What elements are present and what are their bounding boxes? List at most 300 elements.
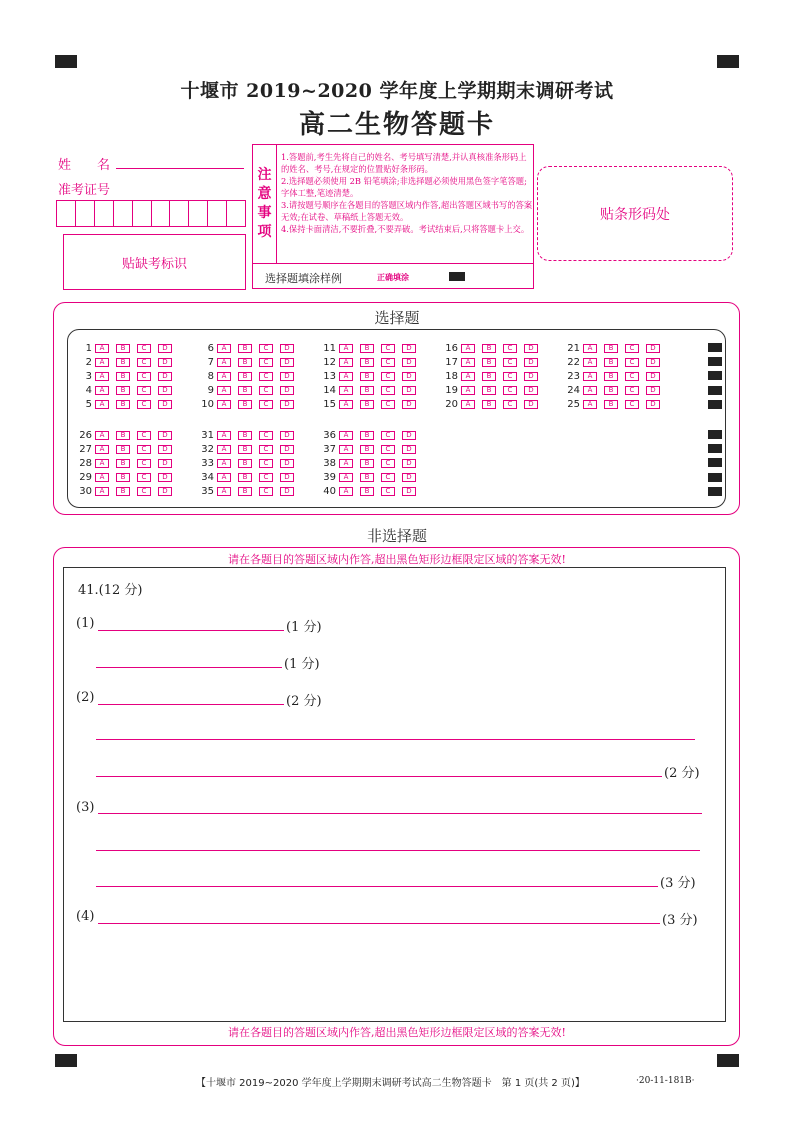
option-bubble-b[interactable]: B: [238, 358, 252, 367]
option-bubble-c[interactable]: C: [625, 372, 639, 381]
mcq-question-10: [194, 399, 301, 411]
timing-mark: [708, 473, 722, 482]
question-number: 15: [323, 399, 336, 411]
option-bubble-a[interactable]: A: [583, 400, 597, 409]
mcq-question-12: [316, 356, 423, 368]
answer-line[interactable]: [98, 630, 284, 631]
option-bubble-a[interactable]: A: [339, 386, 353, 395]
option-bubble-a[interactable]: A: [217, 473, 231, 482]
mcq-question-16: [438, 342, 545, 354]
option-bubble-d[interactable]: D: [158, 400, 172, 409]
timing-mark: [708, 400, 722, 409]
mcq-question-26: [72, 429, 179, 441]
option-bubble-a[interactable]: A: [339, 473, 353, 482]
option-bubble-d[interactable]: D: [280, 400, 294, 409]
option-bubble-d[interactable]: D: [402, 344, 416, 353]
part-2-label: (2): [76, 690, 95, 705]
answer-line[interactable]: [96, 667, 282, 668]
mcq-question-13: [316, 370, 423, 382]
option-bubble-a[interactable]: A: [461, 386, 475, 395]
option-bubble-b[interactable]: B: [360, 473, 374, 482]
option-bubble-d[interactable]: D: [280, 431, 294, 440]
option-bubble-a[interactable]: A: [339, 445, 353, 454]
option-bubble-a[interactable]: A: [339, 487, 353, 496]
correct-fill-label: 正确填涂: [377, 273, 409, 282]
question-number: 17: [445, 356, 458, 368]
option-bubble-b[interactable]: B: [360, 386, 374, 395]
option-bubble-d[interactable]: D: [402, 372, 416, 381]
option-bubble-b[interactable]: B: [604, 400, 618, 409]
option-bubble-d[interactable]: D: [646, 358, 660, 367]
option-bubble-b[interactable]: B: [604, 358, 618, 367]
option-bubble-d[interactable]: D: [280, 344, 294, 353]
option-bubble-c[interactable]: C: [137, 431, 151, 440]
option-bubble-a[interactable]: A: [583, 358, 597, 367]
exam-title: 十堰市 2019~2020 学年度上学期期末调研考试: [180, 80, 614, 102]
option-bubble-d[interactable]: D: [158, 487, 172, 496]
part-1-score: (1 分): [286, 620, 322, 635]
question-number: 18: [445, 370, 458, 382]
barcode-label: 贴条形码处: [600, 206, 670, 223]
option-bubble-b[interactable]: B: [360, 487, 374, 496]
question-number: 11: [323, 342, 336, 354]
option-bubble-d[interactable]: D: [280, 372, 294, 381]
option-bubble-b[interactable]: B: [116, 459, 130, 468]
option-bubble-c[interactable]: C: [259, 344, 273, 353]
timing-mark: [708, 458, 722, 467]
option-bubble-d[interactable]: D: [280, 358, 294, 367]
option-bubble-a[interactable]: A: [217, 431, 231, 440]
question-number: 29: [79, 472, 92, 484]
option-bubble-a[interactable]: A: [95, 487, 109, 496]
option-bubble-b[interactable]: B: [238, 431, 252, 440]
option-bubble-a[interactable]: A: [217, 372, 231, 381]
answer-area-warning-bottom: 请在各题目的答题区域内作答,超出黑色矩形边框限定区域的答案无效!: [228, 1026, 566, 1039]
option-bubble-c[interactable]: C: [381, 344, 395, 353]
option-bubble-a[interactable]: A: [583, 344, 597, 353]
option-bubble-b[interactable]: B: [238, 372, 252, 381]
option-bubble-a[interactable]: A: [461, 358, 475, 367]
mcq-question-3: [72, 370, 179, 382]
question-number: 32: [201, 443, 214, 455]
option-bubble-d[interactable]: D: [402, 487, 416, 496]
option-bubble-d[interactable]: D: [646, 344, 660, 353]
question-number: 8: [207, 370, 214, 382]
option-bubble-c[interactable]: C: [381, 473, 395, 482]
question-number: 22: [567, 356, 580, 368]
option-bubble-d[interactable]: D: [524, 372, 538, 381]
option-bubble-d[interactable]: D: [158, 459, 172, 468]
option-bubble-c[interactable]: C: [137, 358, 151, 367]
option-bubble-b[interactable]: B: [238, 473, 252, 482]
option-bubble-b[interactable]: B: [238, 487, 252, 496]
option-bubble-b[interactable]: B: [116, 372, 130, 381]
option-bubble-b[interactable]: B: [604, 344, 618, 353]
question-number: 4: [85, 385, 92, 397]
question-number: 40: [323, 486, 336, 498]
question-number: 26: [79, 429, 92, 441]
mcq-question-6: [194, 342, 301, 354]
footer-code: ·20-11-181B·: [636, 1076, 695, 1086]
exam-id-grid[interactable]: [56, 200, 246, 227]
notice-box: [252, 144, 534, 289]
mcq-question-23: [560, 370, 667, 382]
option-bubble-b[interactable]: B: [482, 400, 496, 409]
option-bubble-b[interactable]: B: [604, 386, 618, 395]
option-bubble-d[interactable]: D: [158, 344, 172, 353]
mcq-question-24: [560, 385, 667, 397]
question-number: 14: [323, 385, 336, 397]
question-number: 31: [201, 429, 214, 441]
nonmcq-section-title: 非选择题: [366, 527, 427, 545]
option-bubble-c[interactable]: C: [137, 445, 151, 454]
option-bubble-c[interactable]: C: [381, 431, 395, 440]
timing-mark: [708, 444, 722, 453]
option-bubble-d[interactable]: D: [158, 431, 172, 440]
option-bubble-d[interactable]: D: [280, 386, 294, 395]
question-number: 13: [323, 370, 336, 382]
name-label: 姓 名: [58, 158, 111, 173]
answer-line[interactable]: [96, 886, 658, 887]
option-bubble-c[interactable]: C: [381, 358, 395, 367]
timing-mark: [708, 430, 722, 439]
option-bubble-a[interactable]: A: [339, 459, 353, 468]
option-bubble-d[interactable]: D: [402, 400, 416, 409]
option-bubble-a[interactable]: A: [339, 372, 353, 381]
question-number: 1: [85, 342, 92, 354]
option-bubble-b[interactable]: B: [116, 386, 130, 395]
option-bubble-d[interactable]: D: [402, 459, 416, 468]
option-bubble-a[interactable]: A: [95, 358, 109, 367]
mcq-question-27: [72, 443, 179, 455]
option-bubble-a[interactable]: A: [217, 358, 231, 367]
question-number: 36: [323, 429, 336, 441]
mcq-question-37: [316, 443, 423, 455]
option-bubble-c[interactable]: C: [259, 459, 273, 468]
notice-item: 4.保持卡面清洁,不要折叠,不要弄破。考试结束后,只将答题卡上交。: [281, 224, 530, 234]
fill-sample-row: [253, 263, 533, 289]
question-number: 39: [323, 472, 336, 484]
option-bubble-c[interactable]: C: [259, 473, 273, 482]
question-number: 10: [201, 399, 214, 411]
option-bubble-d[interactable]: D: [524, 344, 538, 353]
registration-mark: [717, 55, 739, 68]
mcq-question-32: [194, 443, 301, 455]
question-number: 21: [567, 342, 580, 354]
option-bubble-c[interactable]: C: [137, 386, 151, 395]
option-bubble-c[interactable]: C: [625, 358, 639, 367]
mcq-question-4: [72, 385, 179, 397]
option-bubble-a[interactable]: A: [95, 372, 109, 381]
mcq-question-38: [316, 457, 423, 469]
mcq-question-11: [316, 342, 423, 354]
option-bubble-c[interactable]: C: [381, 445, 395, 454]
notice-heading: 注 意 事 项: [253, 145, 277, 263]
part-2-score-first: (2 分): [286, 694, 322, 709]
mcq-question-14: [316, 385, 423, 397]
answer-area: [63, 567, 726, 1022]
option-bubble-d[interactable]: D: [158, 445, 172, 454]
option-bubble-a[interactable]: A: [461, 400, 475, 409]
option-bubble-c[interactable]: C: [259, 358, 273, 367]
option-bubble-b[interactable]: B: [360, 431, 374, 440]
question-number: 25: [567, 399, 580, 411]
mcq-question-28: [72, 457, 179, 469]
option-bubble-c[interactable]: C: [503, 358, 517, 367]
mcq-question-17: [438, 356, 545, 368]
option-bubble-a[interactable]: A: [95, 473, 109, 482]
option-bubble-b[interactable]: B: [482, 386, 496, 395]
option-bubble-a[interactable]: A: [217, 487, 231, 496]
exam-id-label: 准考证号: [58, 183, 111, 198]
option-bubble-c[interactable]: C: [381, 386, 395, 395]
question-number: 7: [207, 356, 214, 368]
fill-sample-label: 选择题填涂样例: [265, 272, 342, 285]
option-bubble-d[interactable]: D: [524, 386, 538, 395]
option-bubble-d[interactable]: D: [158, 372, 172, 381]
option-bubble-d[interactable]: D: [280, 459, 294, 468]
part-4-score: (3 分): [662, 913, 698, 928]
mcq-question-30: [72, 486, 179, 498]
missing-exam-label: 贴缺考标识: [121, 256, 187, 272]
question-number: 23: [567, 370, 580, 382]
option-bubble-b[interactable]: B: [116, 344, 130, 353]
mcq-question-20: [438, 399, 545, 411]
option-bubble-a[interactable]: A: [461, 344, 475, 353]
option-bubble-a[interactable]: A: [217, 386, 231, 395]
option-bubble-c[interactable]: C: [381, 400, 395, 409]
option-bubble-a[interactable]: A: [95, 386, 109, 395]
mcq-question-31: [194, 429, 301, 441]
part-1-label: (1): [76, 616, 95, 631]
question-number: 16: [445, 342, 458, 354]
option-bubble-b[interactable]: B: [360, 445, 374, 454]
part-1-score-second: (1 分): [284, 657, 320, 672]
option-bubble-d[interactable]: D: [402, 431, 416, 440]
option-bubble-b[interactable]: B: [360, 344, 374, 353]
question-number: 35: [201, 486, 214, 498]
option-bubble-b[interactable]: B: [238, 459, 252, 468]
option-bubble-c[interactable]: C: [381, 487, 395, 496]
option-bubble-b[interactable]: B: [482, 344, 496, 353]
option-bubble-b[interactable]: B: [116, 473, 130, 482]
notice-item: 1.答题前,考生先将自己的姓名、考号填写清楚,并认真核准条形码上的姓名、考号,在规定的位置贴好条形码。: [281, 152, 527, 174]
mcq-question-40: [316, 486, 423, 498]
footer-text: 【十堰市 2019~2020 学年度上学期期末调研考试高二生物答题卡 第 1 页(共 2 页)】: [196, 1078, 585, 1089]
option-bubble-d[interactable]: D: [646, 372, 660, 381]
mcq-question-19: [438, 385, 545, 397]
timing-mark: [708, 343, 722, 352]
option-bubble-b[interactable]: B: [238, 344, 252, 353]
name-field[interactable]: [116, 168, 244, 169]
mcq-question-34: [194, 472, 301, 484]
question-number: 9: [207, 385, 214, 397]
mcq-question-22: [560, 356, 667, 368]
question-number: 27: [79, 443, 92, 455]
part-2-score: (2 分): [664, 766, 700, 781]
option-bubble-a[interactable]: A: [95, 445, 109, 454]
option-bubble-d[interactable]: D: [158, 386, 172, 395]
option-bubble-d[interactable]: D: [524, 400, 538, 409]
option-bubble-c[interactable]: C: [503, 400, 517, 409]
option-bubble-a[interactable]: A: [95, 344, 109, 353]
mcq-question-39: [316, 472, 423, 484]
option-bubble-c[interactable]: C: [381, 459, 395, 468]
question-number: 33: [201, 457, 214, 469]
timing-mark: [708, 487, 722, 496]
question-number: 37: [323, 443, 336, 455]
answer-line[interactable]: [96, 739, 695, 740]
timing-mark: [708, 357, 722, 366]
question-41-header: 41.(12 分): [78, 583, 143, 598]
timing-mark: [708, 371, 722, 380]
option-bubble-b[interactable]: B: [116, 358, 130, 367]
answer-line[interactable]: [96, 776, 662, 777]
option-bubble-d[interactable]: D: [158, 358, 172, 367]
option-bubble-c[interactable]: C: [625, 400, 639, 409]
notice-items: [281, 151, 533, 235]
option-bubble-d[interactable]: D: [402, 473, 416, 482]
option-bubble-b[interactable]: B: [360, 400, 374, 409]
option-bubble-b[interactable]: B: [116, 431, 130, 440]
mcq-question-15: [316, 399, 423, 411]
part-3-score: (3 分): [660, 876, 696, 891]
option-bubble-c[interactable]: C: [137, 473, 151, 482]
answer-line[interactable]: [98, 923, 660, 924]
question-number: 34: [201, 472, 214, 484]
mcq-question-21: [560, 342, 667, 354]
option-bubble-c[interactable]: C: [381, 372, 395, 381]
answer-line[interactable]: [98, 813, 702, 814]
question-number: 28: [79, 457, 92, 469]
mcq-question-8: [194, 370, 301, 382]
option-bubble-d[interactable]: D: [402, 386, 416, 395]
mcq-question-29: [72, 472, 179, 484]
question-number: 38: [323, 457, 336, 469]
option-bubble-c[interactable]: C: [259, 487, 273, 496]
option-bubble-c[interactable]: C: [259, 400, 273, 409]
question-number: 2: [85, 356, 92, 368]
answer-line[interactable]: [98, 704, 284, 705]
option-bubble-d[interactable]: D: [402, 445, 416, 454]
option-bubble-c[interactable]: C: [503, 372, 517, 381]
option-bubble-c[interactable]: C: [137, 459, 151, 468]
question-number: 3: [85, 370, 92, 382]
option-bubble-a[interactable]: A: [95, 459, 109, 468]
option-bubble-c[interactable]: C: [137, 487, 151, 496]
option-bubble-c[interactable]: C: [625, 344, 639, 353]
option-bubble-a[interactable]: A: [339, 358, 353, 367]
option-bubble-d[interactable]: D: [524, 358, 538, 367]
option-bubble-b[interactable]: B: [360, 459, 374, 468]
mcq-question-33: [194, 457, 301, 469]
option-bubble-d[interactable]: D: [280, 445, 294, 454]
option-bubble-b[interactable]: B: [360, 358, 374, 367]
option-bubble-a[interactable]: A: [339, 400, 353, 409]
registration-mark: [55, 55, 77, 68]
option-bubble-b[interactable]: B: [238, 400, 252, 409]
option-bubble-d[interactable]: D: [646, 386, 660, 395]
question-number: 20: [445, 399, 458, 411]
answer-line[interactable]: [96, 850, 700, 851]
option-bubble-a[interactable]: A: [95, 400, 109, 409]
correct-fill-sample: [449, 272, 465, 281]
option-bubble-d[interactable]: D: [158, 473, 172, 482]
option-bubble-c[interactable]: C: [259, 445, 273, 454]
mcq-section-title: 选择题: [374, 309, 420, 327]
option-bubble-c[interactable]: C: [137, 344, 151, 353]
option-bubble-c[interactable]: C: [259, 386, 273, 395]
part-4-label: (4): [76, 909, 95, 924]
mcq-question-36: [316, 429, 423, 441]
question-number: 5: [85, 399, 92, 411]
notice-item: 2.选择题必须使用 2B 铅笔填涂;非选择题必须使用黑色签字笔答题;字体工整,笔迹清楚。: [281, 176, 527, 198]
option-bubble-a[interactable]: A: [583, 386, 597, 395]
question-number: 6: [207, 342, 214, 354]
question-number: 30: [79, 486, 92, 498]
notice-item: 3.请按题号顺序在各题目的答题区域内作答,超出答题区域书写的答案无效;在试卷、草稿纸上答题无效。: [281, 200, 533, 222]
card-title: 高二生物答题卡: [298, 110, 495, 140]
option-bubble-a[interactable]: A: [95, 431, 109, 440]
missing-exam-sticker-box: [63, 234, 246, 290]
option-bubble-a[interactable]: A: [339, 344, 353, 353]
mcq-question-7: [194, 356, 301, 368]
option-bubble-c[interactable]: C: [259, 372, 273, 381]
option-bubble-b[interactable]: B: [238, 386, 252, 395]
option-bubble-b[interactable]: B: [482, 372, 496, 381]
option-bubble-b[interactable]: B: [116, 445, 130, 454]
option-bubble-a[interactable]: A: [339, 431, 353, 440]
question-number: 19: [445, 385, 458, 397]
mcq-question-2: [72, 356, 179, 368]
option-bubble-b[interactable]: B: [238, 445, 252, 454]
option-bubble-d[interactable]: D: [402, 358, 416, 367]
option-bubble-b[interactable]: B: [604, 372, 618, 381]
option-bubble-b[interactable]: B: [360, 372, 374, 381]
option-bubble-c[interactable]: C: [625, 386, 639, 395]
option-bubble-a[interactable]: A: [217, 445, 231, 454]
question-number: 12: [323, 356, 336, 368]
barcode-area: [537, 166, 733, 261]
option-bubble-a[interactable]: A: [217, 400, 231, 409]
option-bubble-a[interactable]: A: [217, 459, 231, 468]
option-bubble-a[interactable]: A: [217, 344, 231, 353]
mcq-question-25: [560, 399, 667, 411]
registration-mark: [55, 1054, 77, 1067]
option-bubble-b[interactable]: B: [116, 400, 130, 409]
option-bubble-c[interactable]: C: [503, 386, 517, 395]
answer-area-warning-top: 请在各题目的答题区域内作答,超出黑色矩形边框限定区域的答案无效!: [228, 553, 566, 566]
option-bubble-b[interactable]: B: [116, 487, 130, 496]
option-bubble-c[interactable]: C: [137, 400, 151, 409]
option-bubble-c[interactable]: C: [259, 431, 273, 440]
question-number: 24: [567, 385, 580, 397]
option-bubble-c[interactable]: C: [137, 372, 151, 381]
mcq-question-18: [438, 370, 545, 382]
mcq-question-5: [72, 399, 179, 411]
option-bubble-d[interactable]: D: [280, 487, 294, 496]
mcq-question-35: [194, 486, 301, 498]
option-bubble-c[interactable]: C: [503, 344, 517, 353]
option-bubble-b[interactable]: B: [482, 358, 496, 367]
registration-mark: [717, 1054, 739, 1067]
option-bubble-d[interactable]: D: [646, 400, 660, 409]
option-bubble-d[interactable]: D: [280, 473, 294, 482]
option-bubble-a[interactable]: A: [583, 372, 597, 381]
option-bubble-a[interactable]: A: [461, 372, 475, 381]
part-3-label: (3): [76, 800, 95, 815]
mcq-question-9: [194, 385, 301, 397]
